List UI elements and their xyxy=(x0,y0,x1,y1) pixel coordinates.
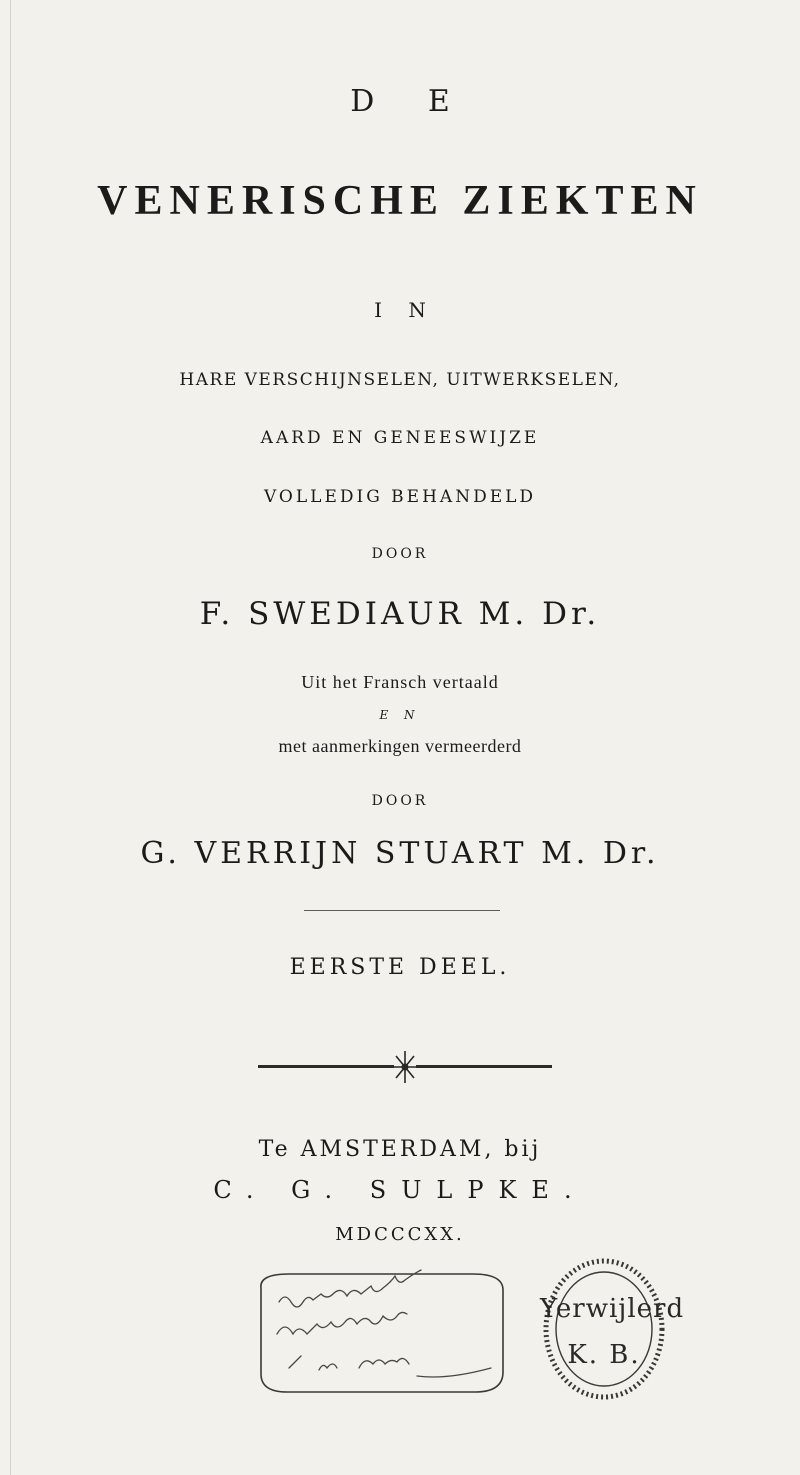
conjunction: E N xyxy=(379,708,421,722)
imprint-year: MDCCCXX. xyxy=(335,1224,465,1245)
in-line: I N xyxy=(374,298,436,322)
translator-name: G. VERRIJN STUART M. Dr. xyxy=(140,836,660,871)
imprint-publisher: C. G. SULPKE. xyxy=(213,1176,587,1204)
imprint-place: Te AMSTERDAM, bij xyxy=(258,1137,542,1162)
notes-line: met aanmerkingen vermeerderd xyxy=(278,736,522,756)
book-title: VENERISCHE ZIEKTEN xyxy=(97,178,703,224)
translation-note: Uit het Fransch vertaald xyxy=(301,672,499,692)
stamp-line-2: K. B. xyxy=(567,1340,641,1370)
author-name: F. SWEDIAUR M. Dr. xyxy=(199,596,601,632)
subtitle-line-3: VOLLEDIG BEHANDELD xyxy=(263,487,537,507)
subtitle-line-1: HARE VERSCHIJNSELEN, UITWERKSELEN, xyxy=(179,370,621,390)
library-stamp xyxy=(540,1254,685,1404)
stamp-line-1: Yerwijlerd xyxy=(540,1294,685,1324)
by-label-author: DOOR xyxy=(371,546,429,562)
ornament-rule-right xyxy=(416,1065,552,1068)
stamp-border-icon xyxy=(540,1254,685,1404)
header-prefix: D E xyxy=(350,84,472,119)
divider-rule xyxy=(304,910,500,911)
by-label-translator: DOOR xyxy=(371,793,429,809)
volume-label: EERSTE DEEL. xyxy=(289,955,511,980)
ornament-rule-left xyxy=(258,1065,394,1068)
subtitle-line-2: AARD EN GENEESWIJZE xyxy=(260,428,540,448)
handwritten-ex-libris-label xyxy=(249,1268,513,1398)
